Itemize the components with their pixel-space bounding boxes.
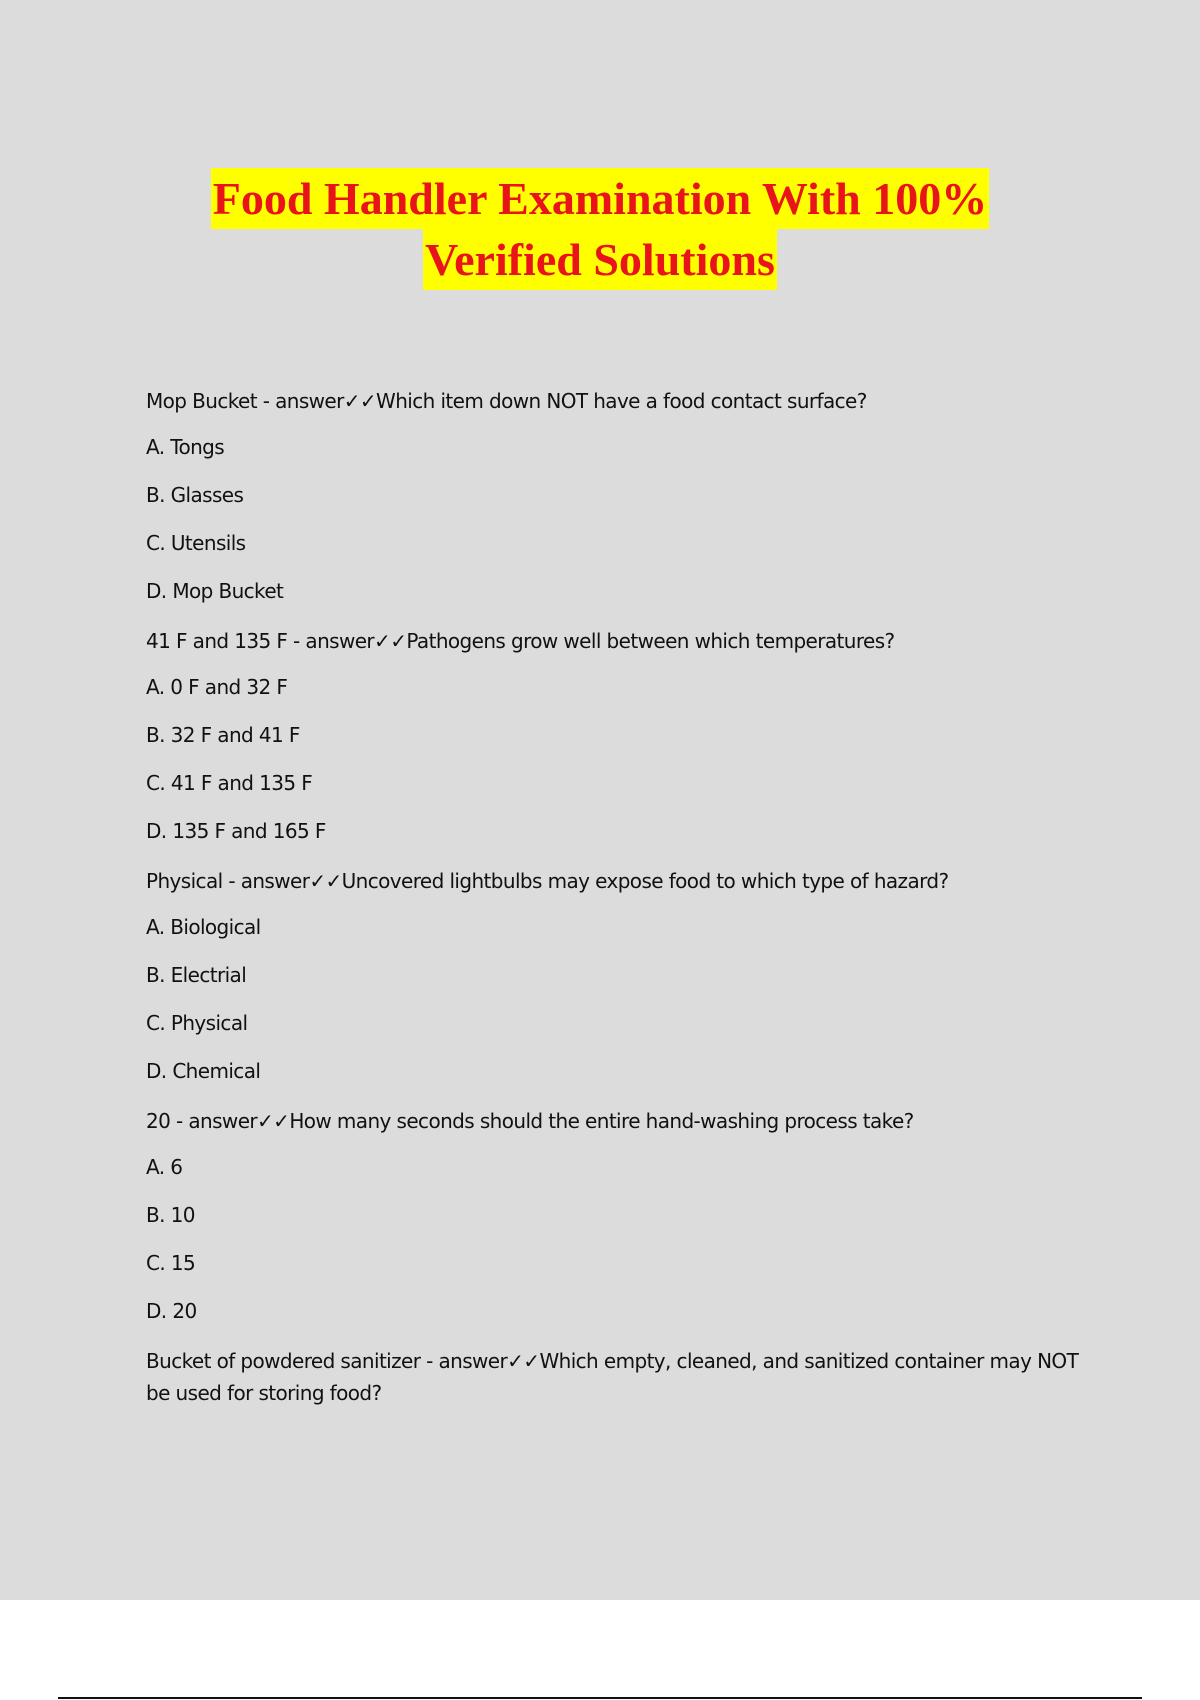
answer-option: D. Chemical bbox=[146, 1059, 261, 1083]
answer-option: D. 20 bbox=[146, 1299, 197, 1323]
answer-option: A. Biological bbox=[146, 915, 261, 939]
answer-option: D. 135 F and 165 F bbox=[146, 819, 326, 843]
answer-option: B. Glasses bbox=[146, 483, 244, 507]
title-line-1: Food Handler Examination With 100% bbox=[211, 168, 989, 229]
question-text: 20 - answer✓✓How many seconds should the entire hand-washing process take? bbox=[146, 1109, 914, 1133]
footer-rule bbox=[58, 1697, 1142, 1699]
answer-option: B. 32 F and 41 F bbox=[146, 723, 300, 747]
answer-option: D. Mop Bucket bbox=[146, 579, 284, 603]
question-text: Mop Bucket - answer✓✓Which item down NOT have a food contact surface? bbox=[146, 389, 867, 413]
title-line-2: Verified Solutions bbox=[423, 229, 777, 290]
qa-content bbox=[146, 385, 1086, 1425]
answer-option: B. Electrial bbox=[146, 963, 247, 987]
answer-option: A. 6 bbox=[146, 1155, 183, 1179]
answer-option: A. Tongs bbox=[146, 435, 225, 459]
answer-option: A. 0 F and 32 F bbox=[146, 675, 288, 699]
answer-option: C. Physical bbox=[146, 1011, 248, 1035]
answer-option: C. 41 F and 135 F bbox=[146, 771, 313, 795]
answer-option: B. 10 bbox=[146, 1203, 195, 1227]
question-text: 41 F and 135 F - answer✓✓Pathogens grow well between which temperatures? bbox=[146, 629, 895, 653]
question-text: Physical - answer✓✓Uncovered lightbulbs may expose food to which type of hazard? bbox=[146, 869, 949, 893]
answer-option: C. Utensils bbox=[146, 531, 246, 555]
document-title bbox=[0, 168, 1200, 290]
question-text: Bucket of powdered sanitizer - answer✓✓Which empty, cleaned, and sanitized container may NOT be used for storing food? bbox=[146, 1349, 1079, 1405]
answer-option: C. 15 bbox=[146, 1251, 196, 1275]
